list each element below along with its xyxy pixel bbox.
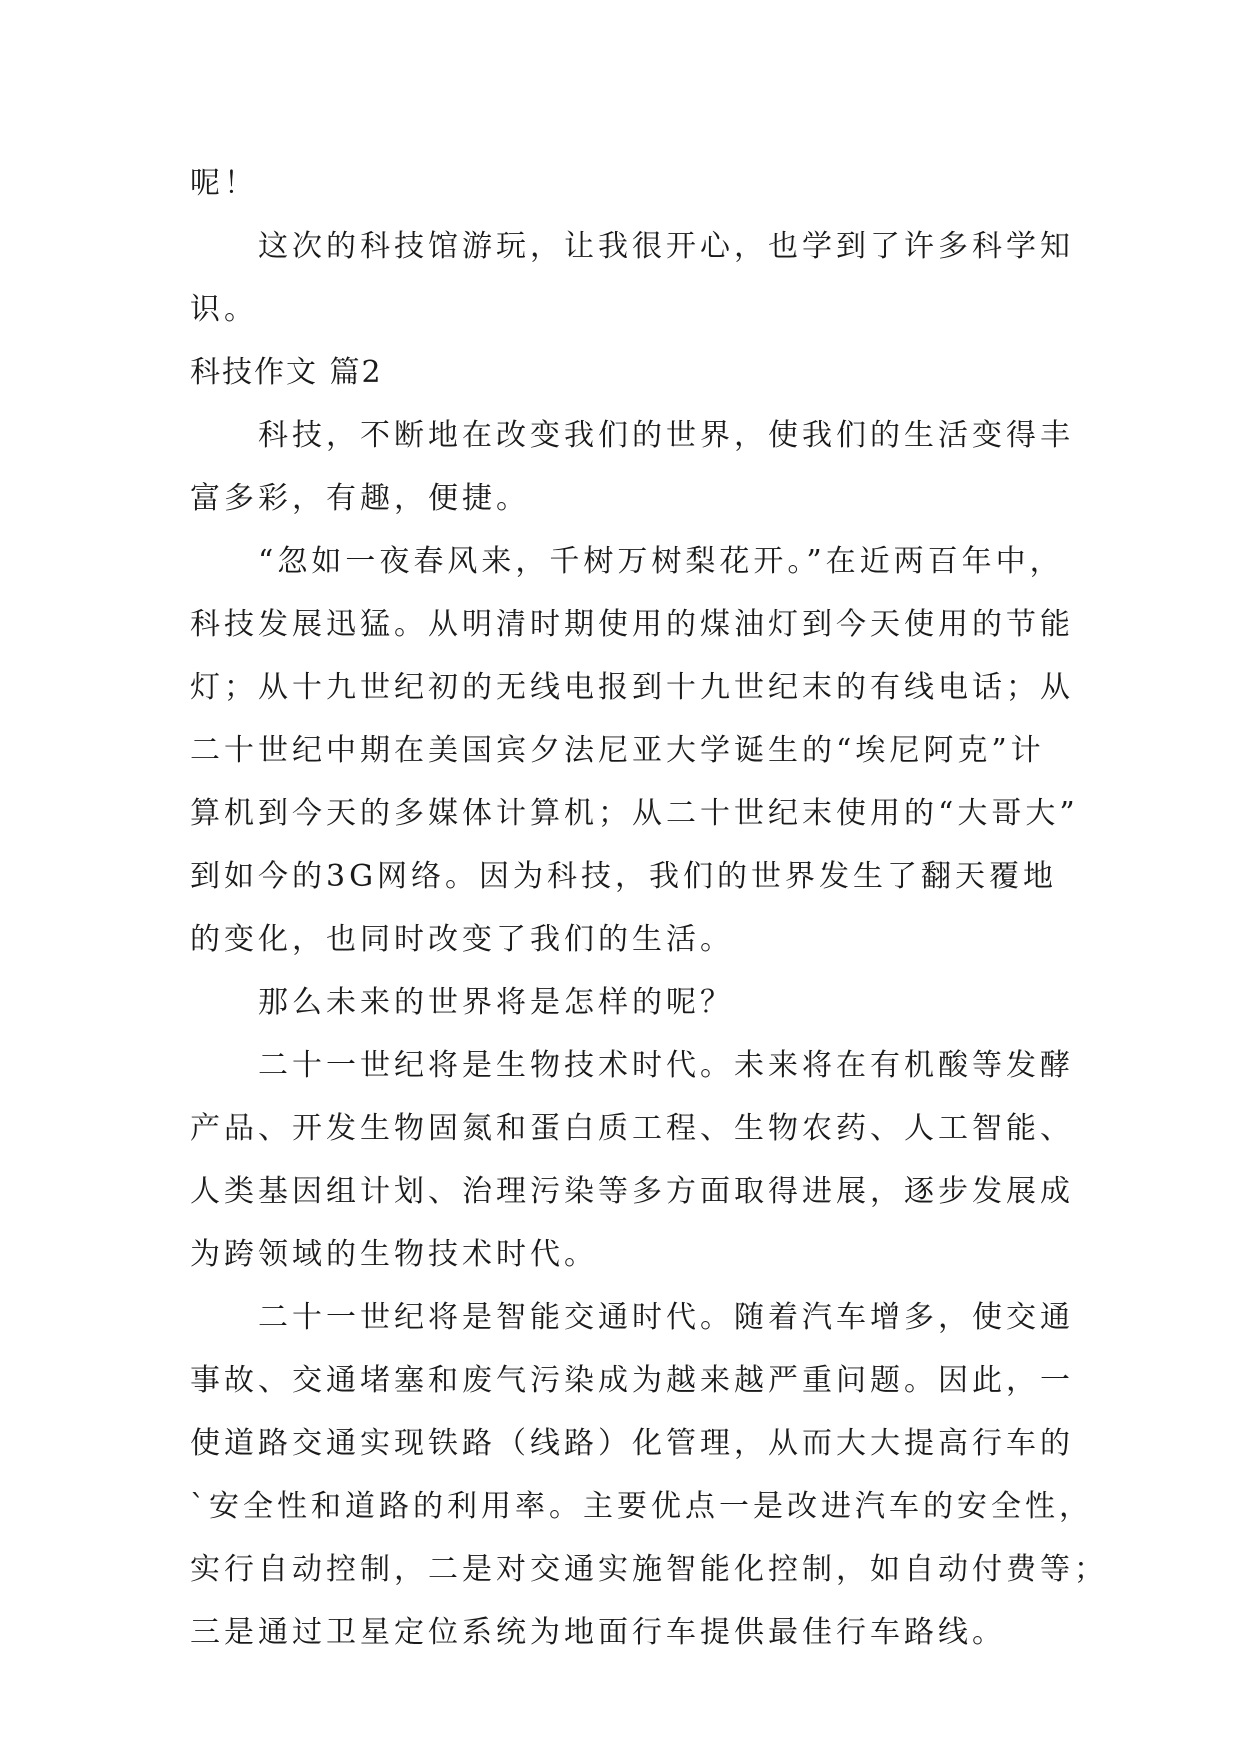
text-line: 产品、开发生物固氮和蛋白质工程、生物农药、人工智能、	[190, 1111, 1074, 1146]
text-line: 实行自动控制，二是对交通实施智能化控制，如自动付费等；	[190, 1552, 1108, 1587]
text-line: 呢！	[190, 166, 258, 201]
text-line: `安全性和道路的利用率。主要优点一是改进汽车的安全性，	[190, 1489, 1093, 1524]
text-line: 二十一世纪将是生物技术时代。未来将在有机酸等发酵	[190, 1048, 1074, 1083]
text-line: 这次的科技馆游玩，让我很开心，也学到了许多科学知	[190, 229, 1074, 264]
text-line: 人类基因组计划、治理污染等多方面取得进展，逐步发展成	[190, 1174, 1074, 1209]
text-line: 算机到今天的多媒体计算机；从二十世纪末使用的“大哥大”	[190, 796, 1079, 831]
text-line: 到如今的3G网络。因为科技，我们的世界发生了翻天覆地	[190, 859, 1058, 894]
text-line: 为跨领域的生物技术时代。	[190, 1237, 598, 1272]
text-line: 三是通过卫星定位系统为地面行车提供最佳行车路线。	[190, 1615, 1006, 1650]
text-line: 的变化，也同时改变了我们的生活。	[190, 922, 734, 957]
text-line: 事故、交通堵塞和废气污染成为越来越严重问题。因此，一	[190, 1363, 1074, 1398]
text-line: 灯；从十九世纪初的无线电报到十九世纪末的有线电话；从	[190, 670, 1074, 705]
text-line: 识。	[190, 292, 258, 327]
text-line: 科技，不断地在改变我们的世界，使我们的生活变得丰	[190, 418, 1074, 453]
text-line: 使道路交通实现铁路（线路）化管理，从而大大提高行车的	[190, 1426, 1074, 1461]
text-line: 那么未来的世界将是怎样的呢？	[190, 985, 734, 1020]
document-body	[190, 152, 1108, 1664]
text-line: 二十世纪中期在美国宾夕法尼亚大学诞生的“埃尼阿克”计	[190, 733, 1045, 768]
section-heading: 科技作文 篇2	[190, 355, 383, 390]
text-line: “忽如一夜春风来，千树万树梨花开。”在近两百年中，	[190, 544, 1064, 579]
text-line: 二十一世纪将是智能交通时代。随着汽车增多，使交通	[190, 1300, 1074, 1335]
text-line: 富多彩，有趣，便捷。	[190, 481, 530, 516]
text-line: 科技发展迅猛。从明清时期使用的煤油灯到今天使用的节能	[190, 607, 1074, 642]
